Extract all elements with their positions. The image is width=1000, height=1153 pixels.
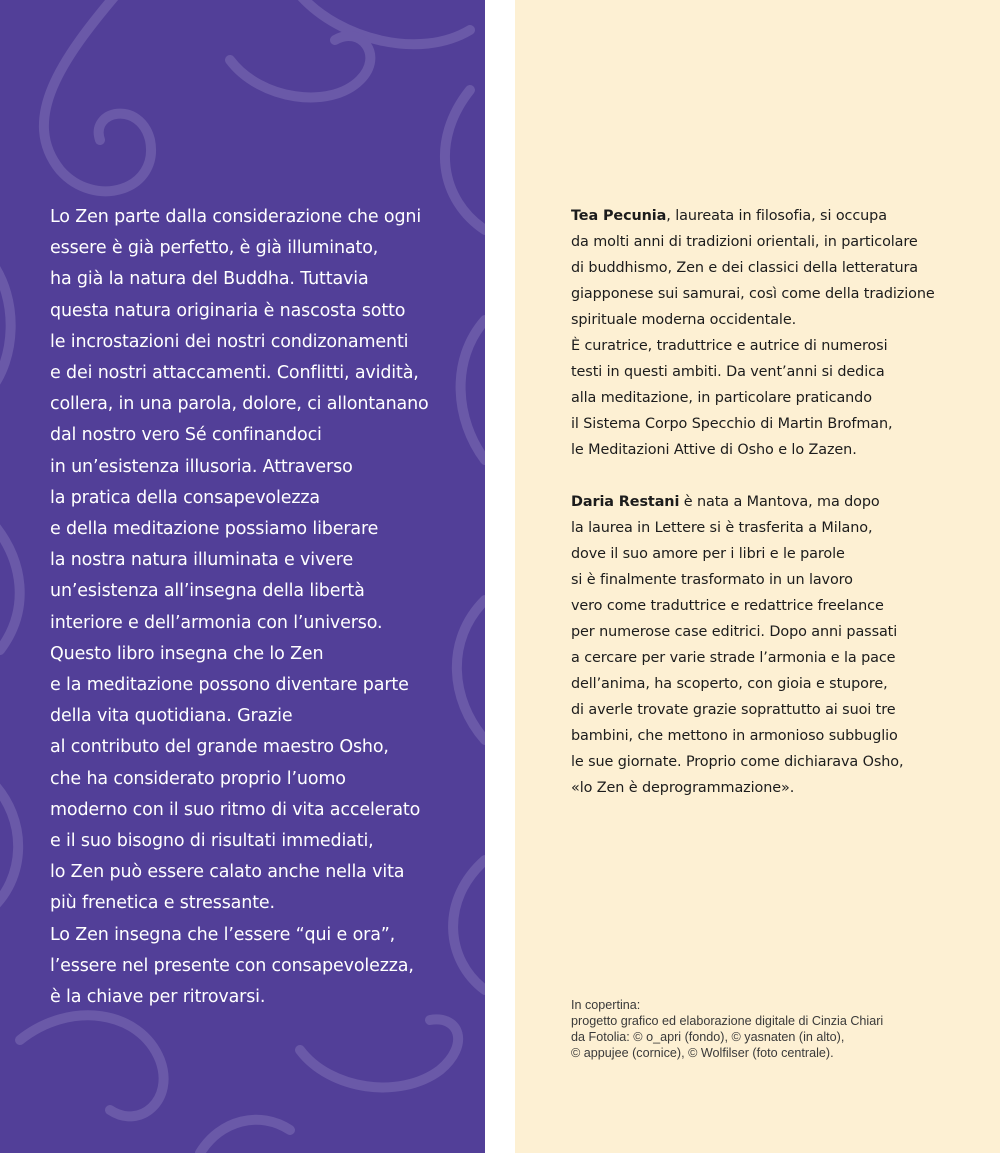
author-bio-daria-restani [571,489,991,801]
back-cover-panel [0,0,485,1153]
author-bio-text: è nata a Mantova, ma dopo la laurea in Lettere si è trasferita a Milano, dove il suo amore per i libri e le parole si è finalmente trasformato in un lavoro vero come traduttrice e redattrice freelance per numerose case editrici. Dopo anni passati a cercare per varie strade l’armonia e la pace dell’anima, ha scoperto, con gioia e stupore, di averle trovate grazie soprattutto ai suoi tre bambini, che mettono in armonioso subbuglio le sue giornate. Proprio come dichiarava Osho, «lo Zen è deprogrammazione». [571,494,904,796]
author-bio-tea-pecunia [571,203,991,463]
back-cover-blurb: Lo Zen parte dalla considerazione che ogni essere è già perfetto, è già illuminato, ha già la natura del Buddha. Tuttavia questa natura originaria è nascosta sotto le incrostazioni dei nostri condizonamenti e dei nostri attaccamenti. Conflitti, avidità, collera, in una parola, dolore, ci allontanano dal nostro vero Sé confinandoci in un’esistenza illusoria. Attraverso la pratica della consapevolezza e della meditazione possiamo liberare la nostra natura illuminata e vivere un’esistenza all’insegna della libertà interiore e dell’armonia con l’universo. Questo libro insegna che lo Zen e la meditazione possono diventare parte della vita quotidiana. Grazie al contributo del grande maestro Osho, che ha considerato proprio l’uomo moderno con il suo ritmo di vita accelerato e il suo bisogno di risultati immediati, lo Zen può essere calato anche nella vita più frenetica e stressante. Lo Zen insegna che l’essere “qui e ora”, l’essere nel presente con consapevolezza, è la chiave per ritrovarsi. [50,207,429,1008]
cover-credits: In copertina: progetto grafico ed elaborazione digitale di Cinzia Chiari da Fotolia: © o_apri (fondo), © yasnaten (in alto), © appujee (cornice), © Wolfilser (foto centrale). [571,998,884,1060]
author-name: Tea Pecunia [571,208,667,224]
author-bio-text: , laureata in filosofia, si occupa da molti anni di tradizioni orientali, in particolare di buddhismo, Zen e dei classici della letteratura giapponese sui samurai, così come della tradizione spirituale moderna occidentale. È curatrice, traduttrice e autrice di numerosi testi in questi ambiti. Da vent’anni si dedica alla meditazione, in particolare praticando il Sistema Corpo Specchio di Martin Brofman, le Meditazioni Attive di Osho e lo Zazen. [571,208,935,458]
author-name: Daria Restani [571,494,680,510]
spine-gutter [485,0,515,1153]
